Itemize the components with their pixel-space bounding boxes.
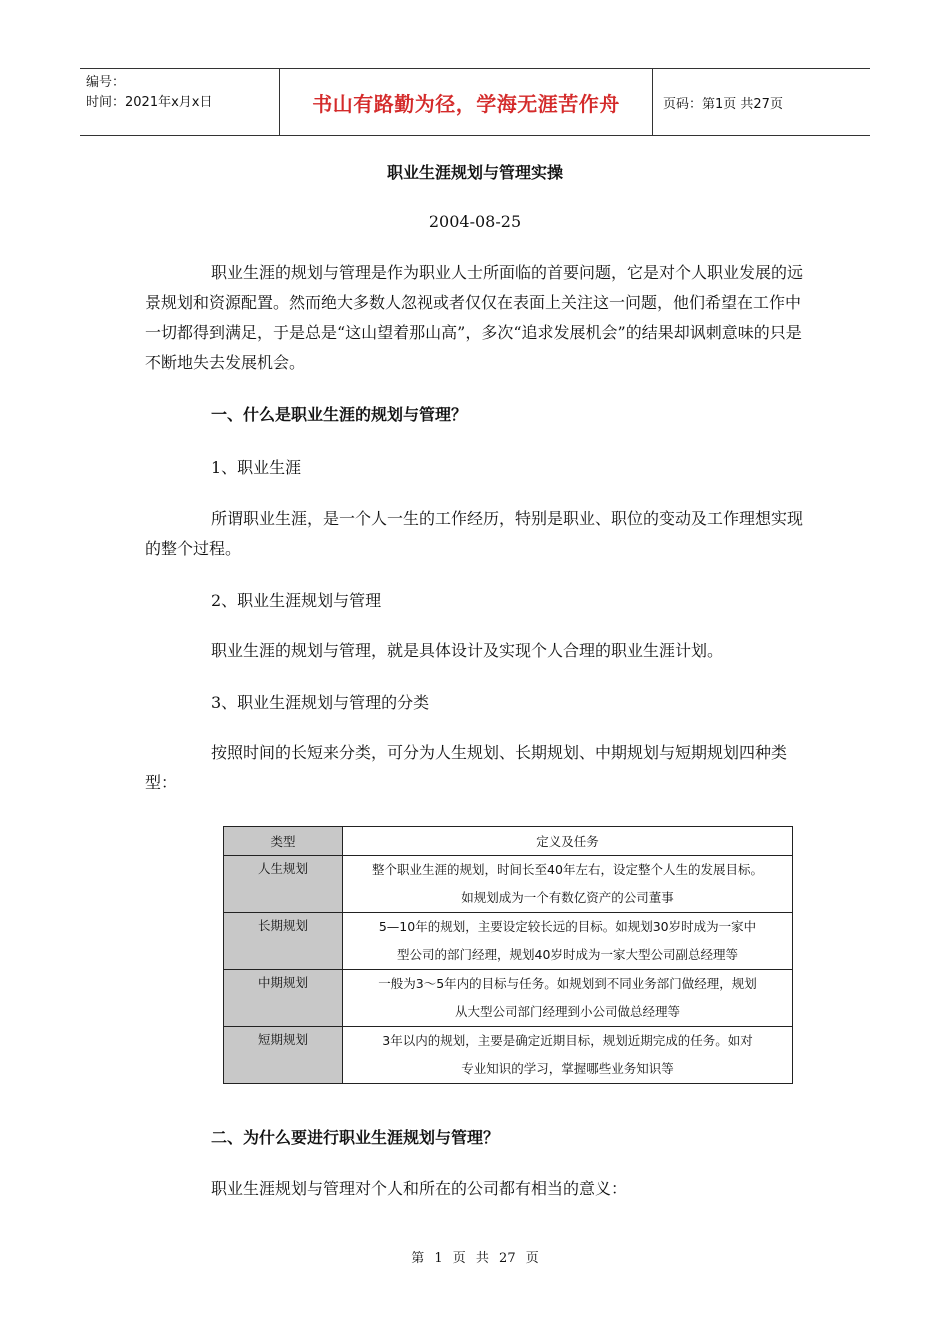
subsection-2-text: 职业生涯的规划与管理，就是具体设计及实现个人合理的职业生涯计划。 <box>211 641 724 660</box>
subsection-3-text: 按照时间的长短来分类，可分为人生规划、长期规划、中期规划与短期规划四种类型： <box>145 743 788 792</box>
table-cell-type: 长期规划 <box>224 913 343 970</box>
table-cell-definition <box>343 1027 793 1084</box>
header-motto: 书山有路勤为径，学海无涯苦作舟 <box>280 69 653 135</box>
table-row <box>224 913 793 970</box>
header-meta <box>80 69 280 135</box>
page-footer: 第 1 页 共 27 页 <box>411 1251 539 1266</box>
header-number-label: 编号： <box>86 75 126 90</box>
definition-line: 5—10年的规划，主要设定较长远的目标。如规划30岁时成为一家中 <box>378 919 757 934</box>
document-title: 职业生涯规划与管理实操 <box>386 163 563 182</box>
table-cell-type: 中期规划 <box>224 970 343 1027</box>
table-row <box>224 856 793 913</box>
table-row <box>224 1027 793 1084</box>
table-cell-type: 人生规划 <box>224 856 343 913</box>
header-page-info: 页码：第1页 共27页 <box>663 96 783 112</box>
definition-line: 型公司的部门经理，规划40岁时成为一家大型公司副总经理等 <box>397 947 738 962</box>
subsection-1-heading: 1、职业生涯 <box>211 458 302 477</box>
subsection-2-heading: 2、职业生涯规划与管理 <box>211 591 382 610</box>
definition-line: 整个职业生涯的规划，时间长至40年左右，设定整个人生的发展目标。 <box>372 862 763 877</box>
table-cell-type: 短期规划 <box>224 1027 343 1084</box>
table-row <box>224 970 793 1027</box>
table-header-definition: 定义及任务 <box>343 827 793 856</box>
definition-line: 一般为3～5年内的目标与任务。如规划到不同业务部门做经理，规划 <box>378 976 757 991</box>
table-header-row <box>224 827 793 856</box>
intro-paragraph: 职业生涯的规划与管理是作为职业人士所面临的首要问题，它是对个人职业发展的远景规划和资源配置。然而绝大多数人忽视或者仅仅在表面上关注这一问题，他们希望在工作中一切都得到满足，于是总是“这山望着那山高”，多次“追求发展机会”的结果却讽刺意味的只是不断地失去发展机会。 <box>145 263 804 372</box>
document-date: 2004-08-25 <box>428 212 522 231</box>
section-1-heading: 一、什么是职业生涯的规划与管理？ <box>211 405 468 424</box>
planning-types-table <box>223 826 793 1084</box>
table-cell-definition <box>343 913 793 970</box>
subsection-1-text: 所谓职业生涯，是一个人一生的工作经历，特别是职业、职位的变动及工作理想实现的整个过程。 <box>145 509 804 558</box>
section-2-text: 职业生涯规划与管理对个人和所在的公司都有相当的意义： <box>211 1179 628 1198</box>
table-cell-definition <box>343 856 793 913</box>
table-header-type: 类型 <box>224 827 343 856</box>
subsection-3-heading: 3、职业生涯规划与管理的分类 <box>211 693 430 712</box>
definition-line: 专业知识的学习，掌握哪些业务知识等 <box>461 1061 674 1076</box>
page-header <box>80 68 870 136</box>
definition-line: 如规划成为一个有数亿资产的公司董事 <box>461 890 674 905</box>
table-cell-definition <box>343 970 793 1027</box>
section-2-heading: 二、为什么要进行职业生涯规划与管理？ <box>211 1128 500 1147</box>
header-time-label: 时间：2021年x月x日 <box>86 95 213 110</box>
definition-line: 从大型公司部门经理到小公司做总经理等 <box>454 1004 680 1019</box>
definition-line: 3年以内的规划，主要是确定近期目标，规划近期完成的任务。如对 <box>382 1033 753 1048</box>
